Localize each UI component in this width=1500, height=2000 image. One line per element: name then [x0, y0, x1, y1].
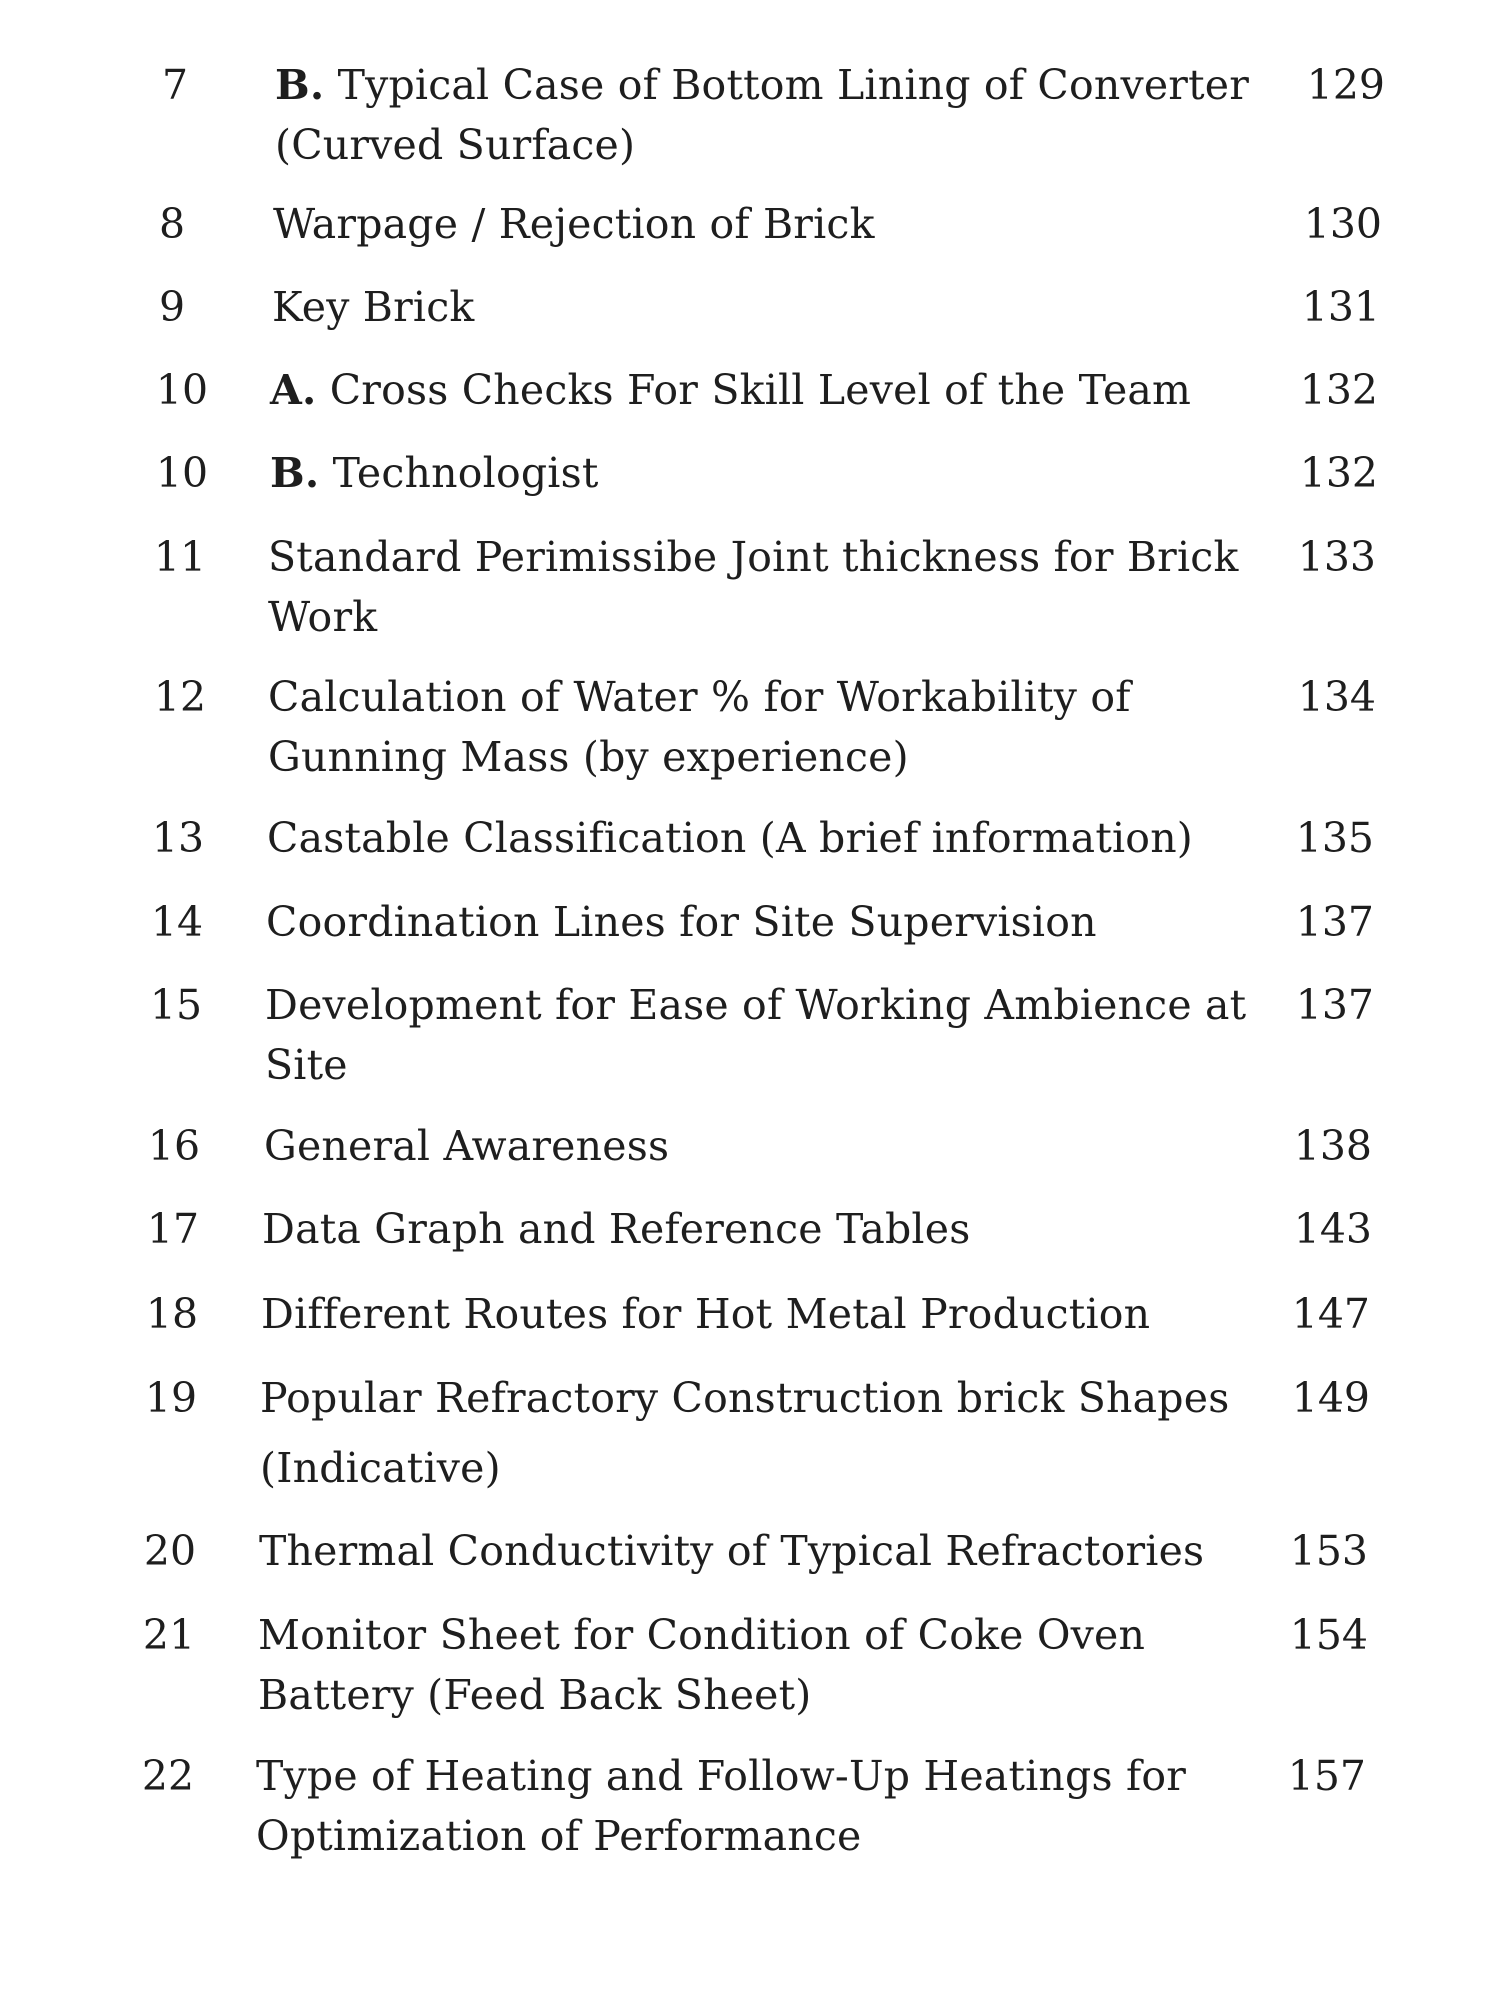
entry-page: 134 [1297, 673, 1376, 721]
entry-title [272, 277, 1292, 337]
entry-title-line: (Indicative) [260, 1444, 501, 1492]
entry-number: 19 [144, 1374, 198, 1422]
entry-title-line: Castable Classification (A brief information) [267, 814, 1193, 862]
entry-page: 149 [1291, 1374, 1370, 1422]
entry-page: 138 [1293, 1122, 1372, 1170]
entry-page: 137 [1295, 898, 1374, 946]
entry-number: 11 [153, 533, 207, 581]
entry-title-line: Key Brick [272, 283, 475, 331]
entry-title [270, 360, 1290, 420]
entry-number: 18 [145, 1290, 199, 1338]
entry-page: 153 [1289, 1527, 1368, 1575]
entry-title [268, 667, 1288, 787]
entry-number: 20 [143, 1527, 197, 1575]
entry-title-line: Gunning Mass (by experience) [268, 733, 909, 781]
entry-number: 22 [141, 1752, 195, 1800]
entry-title-line: Battery (Feed Back Sheet) [258, 1671, 812, 1719]
entry-number: 17 [146, 1205, 200, 1253]
entry-title [260, 1368, 1280, 1498]
entry-title [273, 194, 1293, 254]
entry-title-line: Calculation of Water % for Workability of [268, 673, 1131, 721]
entry-number: 10 [155, 366, 209, 414]
entry-number: 9 [158, 283, 186, 331]
entry-page: 143 [1293, 1205, 1372, 1253]
entry-title-line: Monitor Sheet for Condition of Coke Oven [258, 1611, 1146, 1659]
entry-number: 8 [158, 200, 186, 248]
entry-number: 14 [150, 898, 204, 946]
entry-number: 16 [147, 1122, 201, 1170]
entry-title-line: Different Routes for Hot Metal Production [261, 1290, 1151, 1338]
entry-number: 13 [151, 814, 205, 862]
entry-title [270, 443, 1290, 503]
entry-title [262, 1199, 1282, 1259]
entry-page: 147 [1291, 1290, 1370, 1338]
entry-page: 132 [1299, 366, 1378, 414]
entry-title [266, 892, 1286, 952]
entry-title-line: Cross Checks For Skill Level of the Team [329, 366, 1192, 414]
entry-title-line: Popular Refractory Construction brick Shapes [260, 1374, 1230, 1422]
entry-title [268, 527, 1288, 647]
entry-title-line: Work [268, 593, 378, 641]
entry-title-line: Optimization of Performance [256, 1812, 862, 1860]
entry-page: 137 [1295, 981, 1374, 1029]
entry-title [259, 1521, 1279, 1581]
entry-title-line: (Curved Surface) [275, 121, 636, 169]
entry-prefix: B. [270, 449, 320, 497]
entry-page: 129 [1306, 61, 1385, 109]
entry-title-line: Site [265, 1041, 348, 1089]
entry-title [256, 1746, 1276, 1866]
entry-page: 130 [1303, 200, 1382, 248]
entry-title-line: General Awareness [264, 1122, 670, 1170]
entry-title-line: Standard Perimissibe Joint thickness for Brick [268, 533, 1239, 581]
entry-page: 133 [1297, 533, 1376, 581]
entry-number: 21 [142, 1611, 196, 1659]
entry-page: 154 [1289, 1611, 1368, 1659]
entry-title-line: Data Graph and Reference Tables [262, 1205, 971, 1253]
entry-title [275, 55, 1295, 175]
entry-page: 131 [1301, 283, 1380, 331]
entry-title [264, 1116, 1284, 1176]
entry-number: 15 [149, 981, 203, 1029]
entry-prefix: A. [270, 366, 317, 414]
entry-page: 132 [1299, 449, 1378, 497]
entry-title [261, 1284, 1281, 1344]
entry-title [265, 975, 1285, 1095]
entry-title-line: Thermal Conductivity of Typical Refractories [259, 1527, 1205, 1575]
entry-title-line: Development for Ease of Working Ambience at [265, 981, 1247, 1029]
entry-title-line: Coordination Lines for Site Supervision [266, 898, 1097, 946]
entry-prefix: B. [275, 61, 325, 109]
entry-title [267, 808, 1287, 868]
entry-page: 135 [1295, 814, 1374, 862]
entry-title-line: Warpage / Rejection of Brick [273, 200, 875, 248]
entry-title-line: Technologist [332, 449, 599, 497]
entry-number: 12 [153, 673, 207, 721]
entry-page: 157 [1287, 1752, 1366, 1800]
entry-title-line: Typical Case of Bottom Lining of Converter [337, 61, 1250, 109]
entry-title-line: Type of Heating and Follow-Up Heatings for [256, 1752, 1187, 1800]
entry-number: 7 [161, 61, 189, 109]
entry-title [258, 1605, 1278, 1725]
entry-number: 10 [155, 449, 209, 497]
